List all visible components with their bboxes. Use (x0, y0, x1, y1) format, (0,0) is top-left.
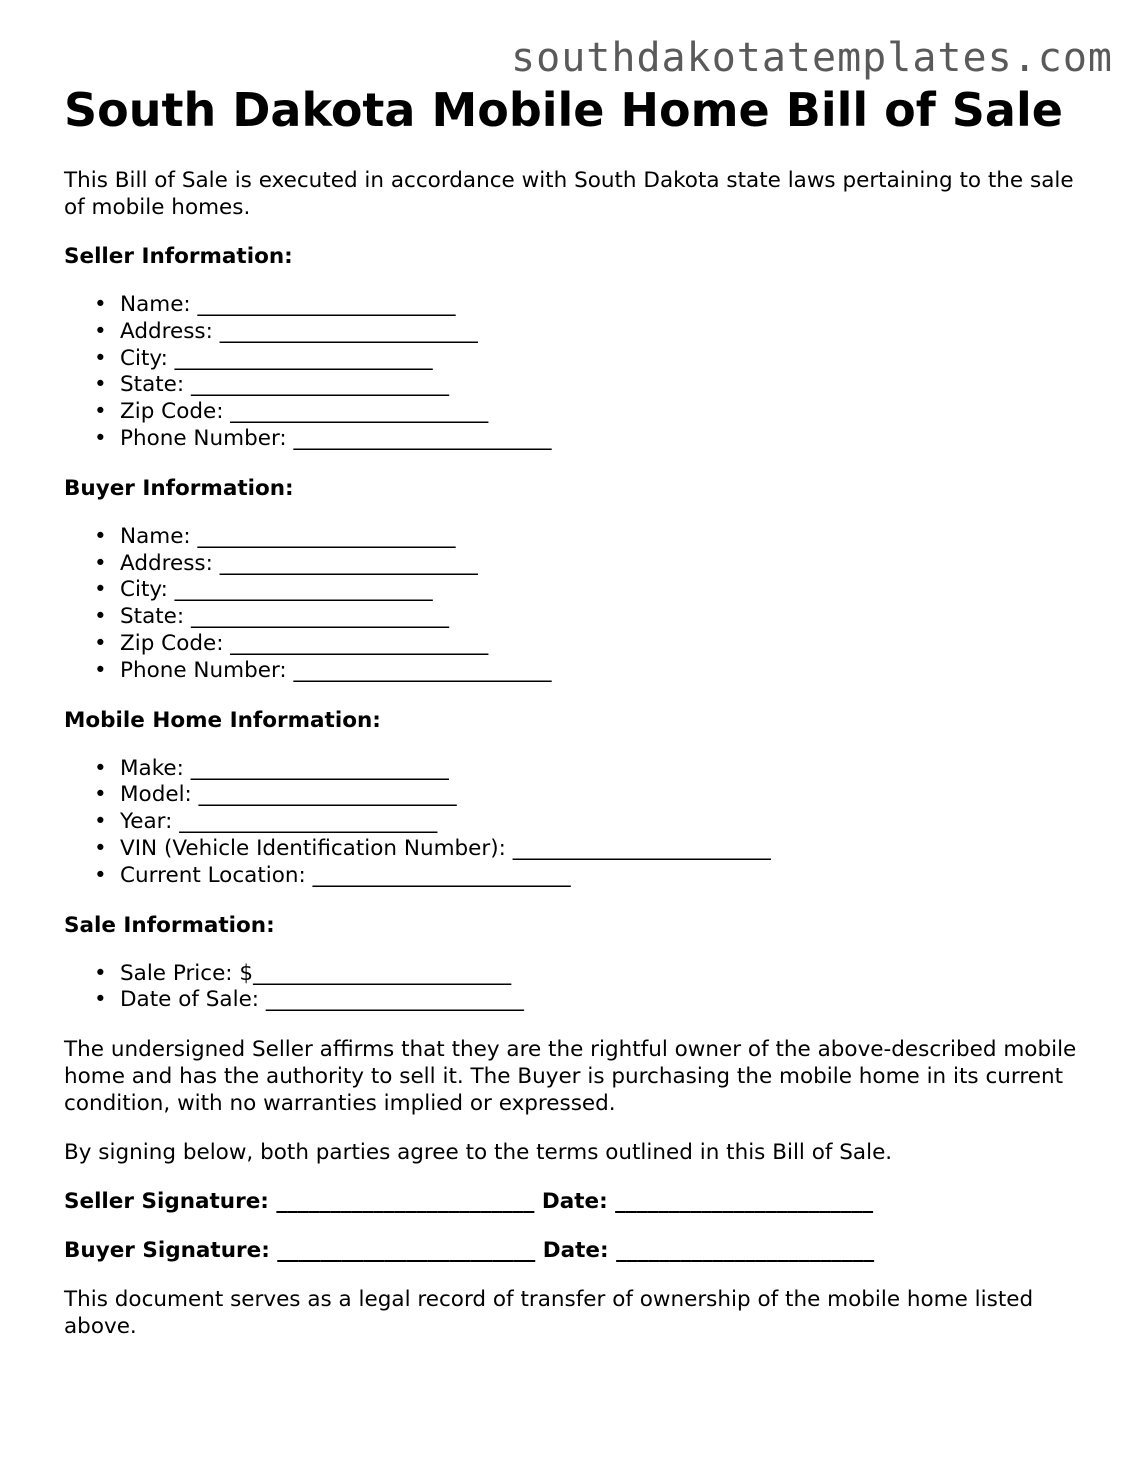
field-label: Make: ________________________ (120, 755, 449, 781)
intro-paragraph: This Bill of Sale is executed in accordance with South Dakota state laws pertaining to the sale of mobile homes. (64, 168, 1074, 220)
bullet-icon: • (94, 345, 107, 371)
bullet-icon: • (94, 657, 107, 683)
bullet-icon: • (94, 755, 107, 781)
bullet-icon: • (94, 372, 107, 398)
agreement-paragraph: By signing below, both parties agree to the terms outlined in this Bill of Sale. (64, 1140, 893, 1166)
list-item (64, 756, 1094, 783)
list-item (64, 961, 1094, 988)
seller-section-heading: Seller Information: (64, 244, 293, 269)
field-label: Year: ________________________ (120, 809, 438, 835)
list-item (64, 372, 1094, 399)
affirmation-paragraph: The undersigned Seller affirms that they are the rightful owner of the above-described mobile home and has the authority to sell it. The Buyer is purchasing the mobile home in its current condition, with no warranties implied or expressed. (64, 1037, 1077, 1117)
field-label: Sale Price: $________________________ (120, 960, 512, 986)
bullet-icon: • (94, 960, 107, 986)
list-item (64, 809, 1094, 836)
list-item (64, 987, 1094, 1014)
bullet-icon: • (94, 630, 107, 656)
buyer-section-heading: Buyer Information: (64, 475, 294, 501)
bullet-icon: • (94, 862, 107, 888)
bullet-icon: • (94, 318, 107, 344)
seller-info-list (64, 292, 1094, 453)
list-item (64, 524, 1094, 551)
list-item (64, 604, 1094, 631)
list-item (64, 426, 1094, 453)
seller-signature-line: Seller Signature: ________________________ Date: ________________________ (64, 1189, 874, 1215)
bullet-icon: • (94, 835, 107, 861)
field-label: City: ________________________ (120, 345, 433, 371)
field-label: Phone Number: ________________________ (120, 657, 552, 683)
field-label: City: ________________________ (120, 577, 433, 603)
bullet-icon: • (94, 782, 107, 808)
mobile-home-info-list (64, 756, 1094, 890)
bullet-icon: • (94, 425, 107, 451)
field-label: Zip Code: ________________________ (120, 630, 489, 656)
document-page (64, 84, 1094, 1340)
buyer-signature-line: Buyer Signature: ________________________ Date: ________________________ (64, 1238, 875, 1264)
bullet-icon: • (94, 523, 107, 549)
sale-info-list (64, 961, 1094, 1015)
page-title: South Dakota Mobile Home Bill of Sale (64, 83, 1063, 137)
field-label: Address: ________________________ (120, 550, 478, 576)
mobile-home-section-heading: Mobile Home Information: (64, 707, 381, 733)
field-label: VIN (Vehicle Identification Number): ________________________ (120, 835, 771, 861)
field-label: Date of Sale: ________________________ (120, 987, 524, 1013)
list-item (64, 399, 1094, 426)
list-item (64, 319, 1094, 346)
field-label: State: ________________________ (120, 604, 449, 630)
list-item (64, 551, 1094, 578)
bullet-icon: • (94, 550, 107, 576)
list-item (64, 658, 1094, 685)
bullet-icon: • (94, 292, 107, 317)
list-item (64, 836, 1094, 863)
field-label: Phone Number: ________________________ (120, 425, 552, 451)
field-label: Name: ________________________ (120, 523, 456, 549)
bullet-icon: • (94, 809, 107, 835)
closing-paragraph: This document serves as a legal record of transfer of ownership of the mobile home listed above. (64, 1287, 1034, 1340)
list-item (64, 292, 1094, 319)
field-label: State: ________________________ (120, 372, 449, 398)
field-label: Model: ________________________ (120, 782, 457, 808)
sale-section-heading: Sale Information: (64, 912, 275, 938)
bullet-icon: • (94, 604, 107, 630)
bullet-icon: • (94, 577, 107, 603)
list-item (64, 782, 1094, 809)
bullet-icon: • (94, 399, 107, 425)
list-item (64, 346, 1094, 373)
bullet-icon: • (94, 987, 107, 1013)
buyer-info-list (64, 524, 1094, 685)
field-label: Address: ________________________ (120, 318, 478, 344)
list-item (64, 863, 1094, 890)
list-item (64, 631, 1094, 658)
list-item (64, 577, 1094, 604)
field-label: Name: ________________________ (120, 292, 456, 317)
watermark: southdakotatemplates.com (511, 35, 1113, 81)
field-label: Zip Code: ________________________ (120, 399, 489, 425)
field-label: Current Location: ________________________ (120, 862, 571, 888)
